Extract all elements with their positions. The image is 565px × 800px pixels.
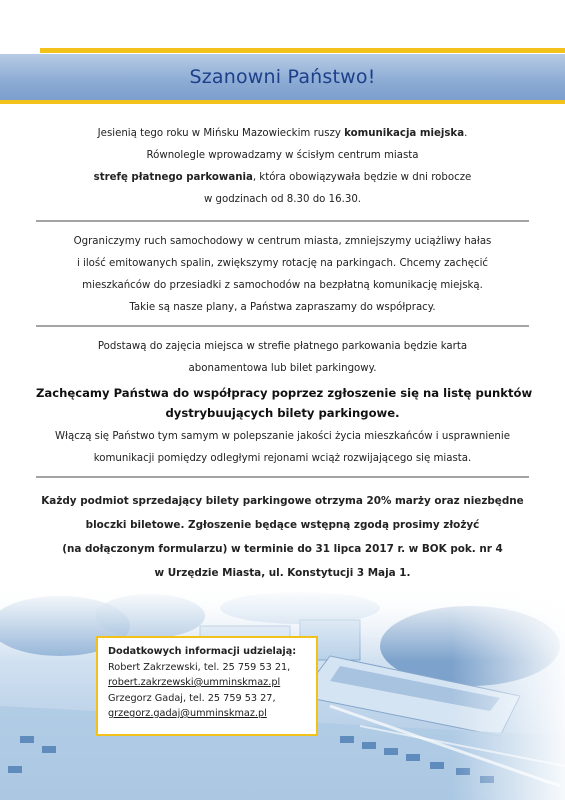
offer-paragraph bbox=[36, 489, 529, 585]
bold-public-transport: komunikacja miejska bbox=[344, 128, 465, 139]
email-link-2[interactable]: grzegorz.gadaj@umminskmaz.pl bbox=[108, 708, 267, 719]
intro-line-1: Jesienią tego roku w Mińsku Mazowieckim ruszy komunikacja miejska. bbox=[97, 128, 468, 139]
cooperation-invitation-1: Zachęcamy Państwa do współpracy poprzez zgłoszenie się na listę punktów bbox=[36, 386, 533, 400]
offer-line-1: Każdy podmiot sprzedający bilety parkingowe otrzyma 20% marży oraz niezbędne bbox=[41, 495, 524, 507]
header-banner bbox=[0, 54, 565, 100]
offer-line-3: (na dołączonym formularzu) w terminie do 31 lipca 2017 r. w BOK pok. nr 4 bbox=[62, 543, 503, 555]
intro-line-2: Równolegle wprowadzamy w ścisłym centrum miasta bbox=[146, 150, 419, 161]
contact-heading: Dodatkowych informacji udzielają: bbox=[108, 646, 297, 657]
cooperation-line-1: Podstawą do zajęcia miejsca w strefie płatnego parkowania będzie karta bbox=[97, 341, 468, 352]
contact-box bbox=[96, 636, 318, 736]
intro-line-3: strefę płatnego parkowania, która obowiązywała będzie w dni robocze bbox=[93, 172, 472, 183]
page-title: Szanowni Państwo! bbox=[189, 66, 376, 88]
goals-line-3: mieszkańców do przesiadki z samochodów na bezpłatną komunikację miejską. bbox=[82, 280, 483, 291]
offer-line-4: w Urzędzie Miasta, ul. Konstytucji 3 Maja 1. bbox=[154, 567, 411, 579]
intro-line-4: w godzinach od 8.30 do 16.30. bbox=[203, 194, 362, 205]
contact-person-2: Grzegorz Gadaj, tel. 25 759 53 27, bbox=[108, 692, 276, 704]
goals-line-1: Ograniczymy ruch samochodowy w centrum miasta, zmniejszymy uciążliwy hałas bbox=[73, 236, 492, 247]
cooperation-line-3: Włączą się Państwo tym samym w polepszanie jakości życia mieszkańców i usprawnienie bbox=[55, 431, 510, 442]
cooperation-line-4: komunikacji pomiędzy odległymi rejonami wciąż rozwijającego się miasta. bbox=[93, 453, 472, 464]
bottom-accent-strip bbox=[0, 100, 565, 104]
goals-paragraph bbox=[36, 231, 529, 319]
intro-paragraph bbox=[36, 123, 529, 211]
contact-person-1: Robert Zakrzewski, tel. 25 759 53 21, bbox=[108, 661, 291, 673]
email-link-1[interactable]: robert.zakrzewski@umminskmaz.pl bbox=[108, 677, 281, 688]
divider bbox=[36, 476, 529, 478]
offer-line-2: bloczki biletowe. Zgłoszenie będące wstępną zgodą prosimy złożyć bbox=[85, 519, 480, 531]
goals-line-2: i ilość emitowanych spalin, zwiększymy rotację na parkingach. Chcemy zachęcić bbox=[76, 258, 489, 269]
top-accent-strip bbox=[40, 48, 565, 53]
cooperation-line-2: abonamentowa lub bilet parkingowy. bbox=[188, 363, 377, 374]
bold-paid-parking-zone: strefę płatnego parkowania bbox=[93, 172, 253, 183]
cooperation-paragraph bbox=[36, 336, 533, 470]
divider bbox=[36, 325, 529, 327]
goals-line-4: Takie są nasze plany, a Państwa zapraszamy do współpracy. bbox=[129, 302, 436, 313]
divider bbox=[36, 220, 529, 222]
cooperation-invitation-2: dystrybuujących bilety parkingowe. bbox=[165, 406, 400, 420]
